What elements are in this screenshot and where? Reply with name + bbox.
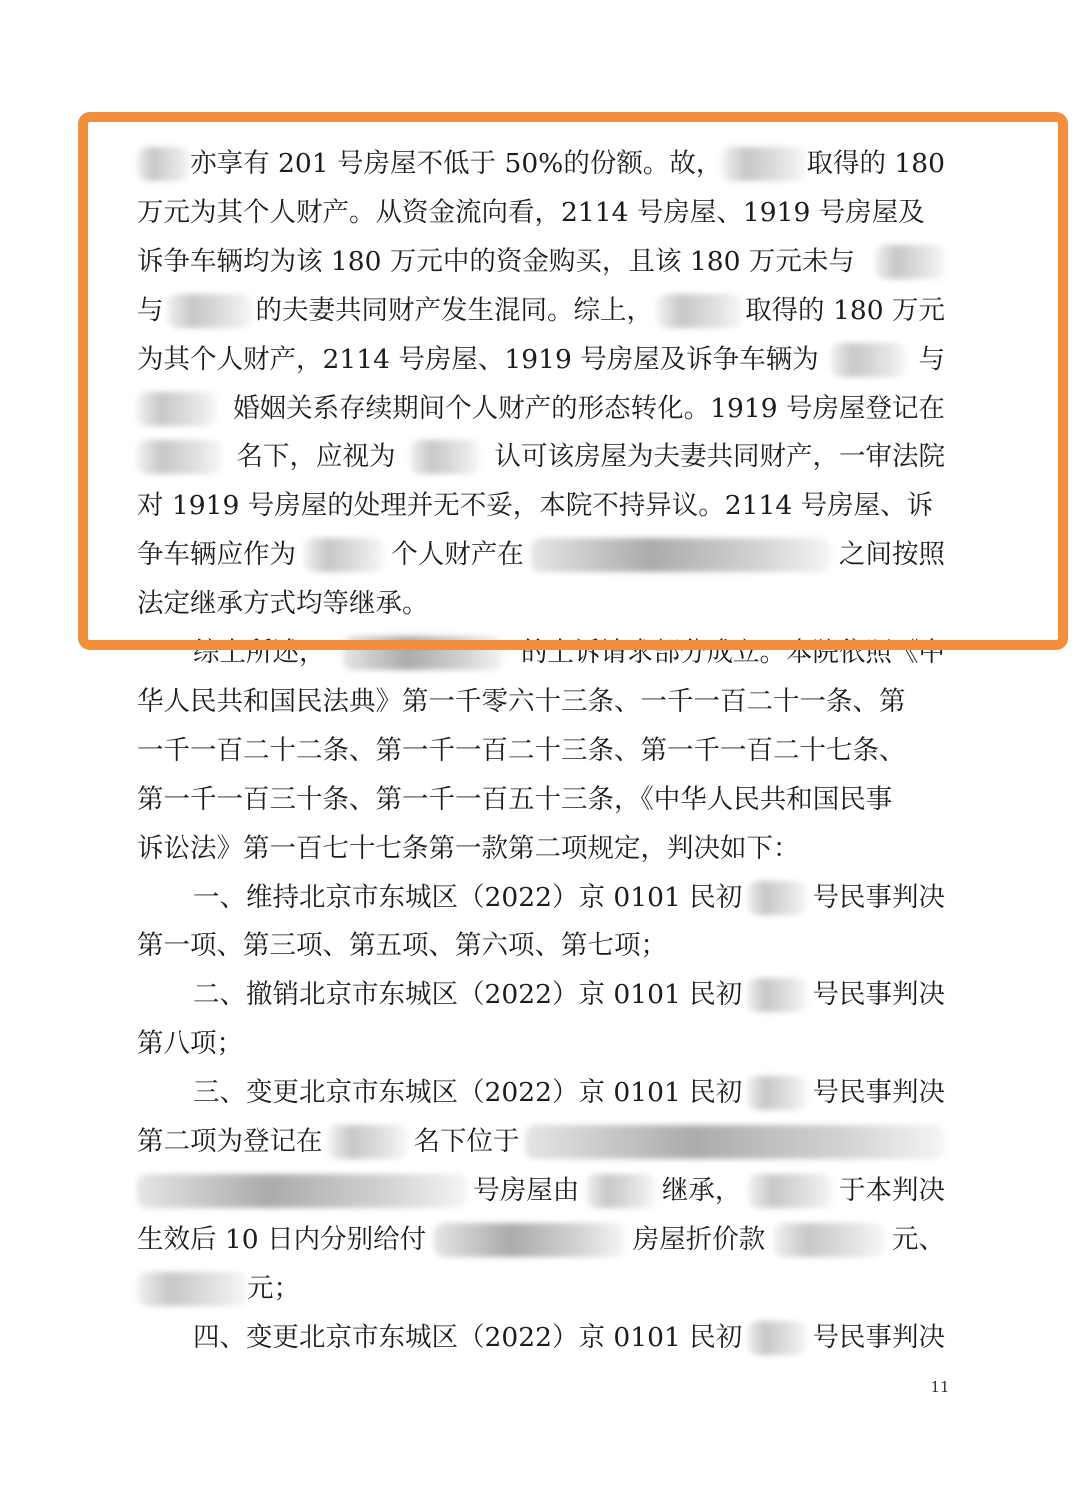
redaction-blur: [525, 1125, 945, 1159]
text-segment: 号民事判决: [812, 1321, 945, 1353]
text-segment: 争车辆应作为: [137, 539, 296, 571]
text-line: [193, 876, 945, 920]
text-segment: 房屋折价款: [632, 1223, 766, 1255]
text-line: [137, 1218, 945, 1262]
text-segment: 与: [137, 294, 164, 326]
text-segment: 号民事判决: [812, 881, 945, 913]
text-segment: 名下，应视为: [236, 441, 396, 473]
text-segment: 法定继承方式均等继承。: [137, 588, 429, 620]
text-line: [137, 1267, 945, 1311]
text-segment: 认可该房屋为夫妻共同财产，一审法院: [494, 441, 945, 473]
text-line: [137, 827, 945, 871]
text-line: [193, 1071, 945, 1115]
text-segment: 第一千一百三十条、第一千一百五十三条，《中华人民共和国民事: [137, 783, 893, 815]
text-segment: 万元为其个人财产。从资金流向看，2114 号房屋、1919 号房屋及: [137, 196, 925, 228]
text-line: [193, 1316, 945, 1360]
redaction-blur: [747, 881, 807, 915]
text-segment: 诉争车辆均为该 180 万元中的资金购买，且该 180 万元未与: [137, 245, 855, 277]
orange-highlight-frame: [78, 112, 1068, 650]
text-segment: 取得的 180: [806, 148, 945, 179]
redaction-blur: [434, 1223, 624, 1257]
redaction-blur: [137, 1272, 247, 1306]
text-segment: 名下位于: [413, 1126, 520, 1157]
text-segment: 第一项、第三项、第五项、第六项、第七项；: [137, 930, 667, 962]
text-segment: 元；: [247, 1272, 300, 1304]
text-segment: 与: [918, 343, 945, 375]
text-segment: 的夫妻共同财产发生混同。综上，: [255, 294, 654, 326]
text-segment: 一、维持北京市东城区（2022）京 0101 民初: [193, 881, 743, 913]
text-segment: 于本判决: [838, 1174, 945, 1206]
text-line: [137, 680, 945, 724]
redaction-blur: [747, 1321, 807, 1355]
text-segment: 诉讼法》第一百七十七条第一款第二项规定，判决如下：: [137, 832, 800, 864]
text-segment: 元、: [891, 1223, 945, 1255]
text-segment: 二、撤销北京市东城区（2022）京 0101 民初: [193, 979, 743, 1011]
text-segment: 取得的 180 万元: [745, 294, 945, 326]
text-segment: 第二项为登记在: [137, 1126, 323, 1157]
text-segment: 为其个人财产，2114 号房屋、1919 号房屋及诉争车辆为: [137, 343, 819, 375]
text-segment: 之间按照: [839, 539, 945, 571]
redaction-blur: [748, 1174, 833, 1208]
text-line: [137, 924, 945, 968]
redaction-blur: [774, 1223, 884, 1257]
text-segment: 个人财产在: [391, 539, 524, 571]
redaction-blur: [747, 1076, 807, 1110]
text-line: [137, 729, 945, 773]
text-line: [137, 1022, 945, 1066]
text-segment: 婚姻关系存续期间个人财产的形态转化。1919 号房屋登记在: [233, 392, 945, 424]
text-segment: 号房屋由: [473, 1174, 580, 1206]
redaction-blur: [747, 978, 807, 1012]
text-line: [137, 1169, 945, 1213]
text-segment: 一千一百二十二条、第一千一百二十三条、第一千一百二十七条、: [137, 734, 906, 766]
text-segment: 第八项；: [137, 1028, 243, 1060]
page-number: 11: [930, 1378, 950, 1396]
redaction-blur: [586, 1174, 656, 1208]
text-segment: 对 1919 号房屋的处理并无不妥，本院不持异议。2114 号房屋、诉: [137, 490, 934, 522]
text-segment: 生效后 10 日内分别给付: [137, 1223, 427, 1255]
text-line: [137, 1120, 945, 1164]
text-segment: 继承，: [661, 1174, 742, 1206]
text-segment: 三、变更北京市东城区（2022）京 0101 民初: [193, 1077, 743, 1109]
text-line: [193, 973, 945, 1017]
text-segment: 综上所述，: [193, 637, 326, 668]
text-segment: 号民事判决: [812, 1077, 945, 1109]
redaction-blur: [137, 1174, 467, 1208]
text-segment: 四、变更北京市东城区（2022）京 0101 民初: [193, 1321, 743, 1353]
text-segment: 华人民共和国民法典》第一千零六十三条、一千一百二十一条、第: [137, 685, 906, 717]
text-line: [137, 778, 945, 822]
redaction-blur: [328, 1125, 408, 1159]
text-segment: 亦享有 201 号房屋不低于 50%的份额。故，: [190, 148, 723, 179]
text-segment: 号民事判决: [812, 979, 945, 1011]
text-segment: 的上诉请求部分成立。本院依照《中: [521, 637, 945, 668]
